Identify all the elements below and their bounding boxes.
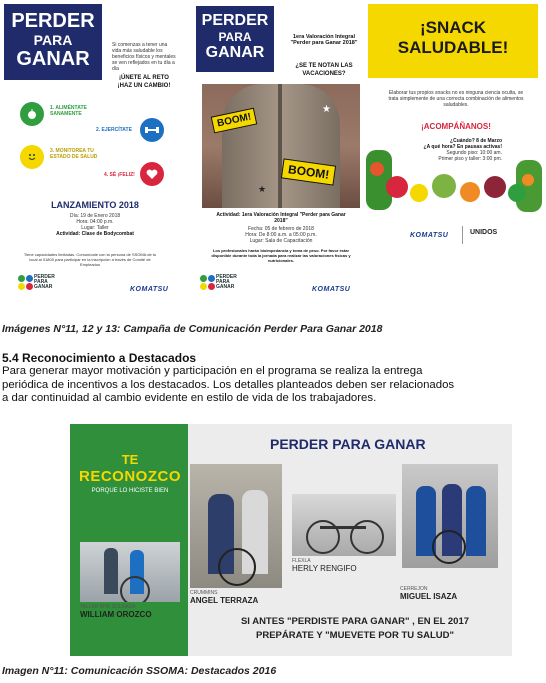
poster2-title-line1: PERDER — [201, 12, 269, 29]
banner-porque: PORQUE LO HICISTE BIEN — [91, 488, 169, 494]
poster1-title-block — [4, 4, 102, 80]
banner-title: PERDER PARA GANAR — [270, 436, 426, 452]
poster2-title-block — [196, 6, 274, 72]
perder-para-ganar-logo — [200, 275, 238, 290]
poster2-belly-photo — [202, 84, 360, 208]
section-paragraph — [2, 365, 542, 406]
valoracion-date: Fecha: 05 de febrero de 2018 — [248, 226, 314, 232]
heart-icon — [140, 162, 164, 186]
poster1-footer-note: Tiene capacidades limitadas. Comunícate con la persona de SSOMA de tu local al 01800 para participar en la inscripción a través de Comité de Empleados — [23, 252, 157, 267]
destacado-name-3: HERLY RENGIFO — [292, 564, 357, 573]
destacado-area-2: CRUMMINS — [190, 590, 218, 596]
poster2-activity: Actividad: 1era Valoración Integral "Perder para Ganar 2018" — [216, 212, 346, 224]
komatsu-logo: KOMATSU — [312, 286, 351, 293]
poster1-launch-details — [30, 213, 160, 237]
poster3-title-block — [368, 4, 538, 78]
poster3-title-line1: ¡SNACK — [419, 18, 487, 37]
destacado-photo-angel — [190, 464, 282, 588]
launch-activity: Actividad: Clase de Bodycombat — [56, 231, 134, 237]
poster1-step1: 1. ALIMÉNTATE SANAMENTE — [50, 105, 87, 117]
poster1-reto: ¡ÚNETE AL RETO ¡HAZ UN CAMBIO! — [117, 75, 171, 89]
poster3-accompany: ¡ACOMPÁÑANOS! — [421, 122, 491, 131]
poster3-title-line2: SALUDABLE! — [397, 38, 509, 57]
poster2-note: Los profesionales harán bioimpedancia y toma de peso. Por favor estar disponible durante toda la jornada para realizar las valoraciones físicas y nutricionales. — [211, 248, 351, 263]
destacado-photo-william — [80, 542, 180, 602]
poster2-details — [214, 226, 348, 244]
apple-icon — [20, 102, 44, 126]
poster1-title-line3: GANAR — [16, 48, 90, 70]
poster3-body: Elaborar tus propios snacks no es ninguna ciencia oculta, se trata simplemente de una correcta combinación de alimentos saludables. — [388, 90, 524, 108]
dumbbell-icon — [140, 118, 164, 142]
destacado-area-4: CERREJON — [400, 586, 428, 592]
logo-text: PERDER PARA GANAR — [34, 274, 55, 290]
poster1-intro: Si comenzas a tener una vida más saludable los beneficios físicos y mentales se ven reflejados en tu día a día — [112, 42, 176, 72]
banner-reconozco: RECONOZCO — [79, 468, 181, 485]
destacado-name-2: ANGEL TERRAZA — [190, 596, 259, 605]
caption-images-11-13: Imágenes N°11, 12 y 13: Campaña de Comunicación Perder Para Ganar 2018 — [2, 323, 383, 335]
banner-destacados — [70, 424, 512, 656]
snack-shift2: Primer piso y taller: 3:00 pm. — [438, 156, 502, 162]
poster2-header: 1era Valoración Integral "Perder para Ganar 2018" — [290, 34, 358, 46]
smiley-icon — [20, 145, 44, 169]
poster1-step3: 3. MONITOREA TU ESTADO DE SALUD — [50, 148, 98, 160]
star-icon: ★ — [258, 184, 267, 194]
komatsu-logo: KOMATSU — [410, 232, 449, 239]
star-icon: ★ — [322, 104, 331, 115]
destacado-name-1: WILLIAM OROZCO — [80, 610, 152, 619]
destacado-photo-miguel — [402, 464, 498, 568]
poster1-launch: LANZAMIENTO 2018 — [51, 200, 139, 210]
poster1-step4: 4. SÉ ¡FELIZ! — [104, 172, 135, 178]
perder-para-ganar-logo — [18, 275, 56, 290]
komatsu-logo: KOMATSU — [130, 286, 169, 293]
destacado-area-3: FLEXLA — [292, 558, 311, 564]
poster-valoracion-integral — [194, 0, 366, 305]
section-heading: 5.4 Reconocimiento a Destacados — [2, 351, 197, 365]
launch-date: Día: 19 de Enero 2018 — [69, 213, 121, 219]
snack-shift1: Segundo piso: 10:00 am. — [446, 150, 502, 156]
poster3-divider — [462, 226, 463, 244]
poster2-question: ¿SE TE NOTAN LAS VACACIONES? — [295, 63, 353, 77]
poster1-step2: 2. EJERCÍTATE — [96, 127, 132, 133]
poster2-title-line3: GANAR — [205, 44, 265, 61]
banner-slogan-1: SI ANTES "PERDISTE PARA GANAR" , EN EL 2017 — [240, 616, 470, 627]
snack-time: ¿A qué hora? En pausas activas! — [423, 144, 502, 150]
unidos-logo: UNIDOS — [470, 229, 498, 236]
valoracion-time: Hora: De 8:00 a.m. a 05:00 p.m. — [245, 232, 317, 238]
valoracion-place: Lugar: Sala de Capacitación — [249, 238, 313, 244]
poster2-title-line2: PARA — [218, 30, 252, 44]
banner-slogan-2: PREPÁRATE Y "MUEVETE POR TU SALUD" — [256, 630, 454, 641]
snack-when: ¿Cuándo? 8 de Marzo — [450, 138, 502, 144]
poster-perder-para-ganar-launch — [0, 0, 182, 305]
destacado-area-1: TALLER BHS SOLDADA — [80, 604, 136, 610]
fruits-bowl-illustration — [376, 168, 536, 210]
poster1-title-line2: PARA — [33, 32, 73, 48]
paragraph-line: Para generar mayor motivación y participación en el programa se realiza la entrega — [2, 365, 423, 377]
shirt-placket — [278, 84, 282, 208]
launch-time: Hora: 04:00 p.m. — [76, 219, 114, 225]
launch-place: Lugar: Taller — [81, 225, 109, 231]
banner-te: TE — [121, 452, 139, 467]
paragraph-line: periódica de incentivos a los destacados. Los detalles planteados deben ser relacionados — [2, 378, 455, 391]
caption-image-destacados: Imagen N°11: Comunicación SSOMA: Destacados 2016 — [2, 665, 277, 677]
destacado-name-4: MIGUEL ISAZA — [400, 592, 458, 601]
paragraph-line: a dar continuidad al cambio evidente en estilo de vida de los trabajadores. — [2, 392, 377, 404]
poster2-boom1: BOOM! — [211, 108, 258, 134]
destacado-photo-herly — [292, 494, 396, 556]
poster2-boom2: BOOM! — [281, 158, 337, 185]
poster-snack-saludable — [366, 0, 542, 305]
logo-text: PERDER PARA GANAR — [216, 274, 237, 290]
poster1-title-line1: PERDER — [11, 10, 95, 32]
